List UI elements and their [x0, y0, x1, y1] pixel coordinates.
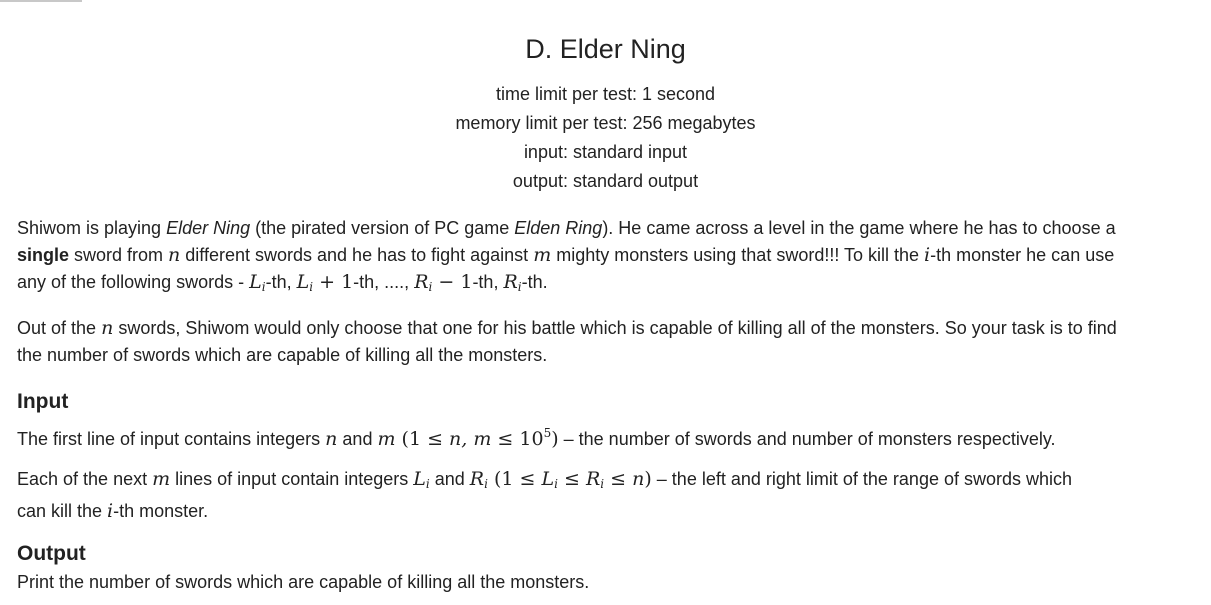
statement-paragraph-2: Out of the n swords, Shiwom would only choose that one for his battle which is capable of killing all of the monsters. So your task is to find the number of swords which are capable of killing all the monsters.: [17, 317, 1117, 365]
output-line-1: Print the number of swords which are capable of killing all the monsters.: [17, 572, 590, 592]
top-divider: [0, 0, 82, 2]
input-line-1: The first line of input contains integers n and m (1 ≤ n, $m \le 10^5$) – the number of swords and number of monsters respectively.: [17, 426, 1056, 450]
problem-title: D. Elder Ning: [525, 34, 686, 64]
time-limit: time limit per test: 1 second: [495, 84, 716, 104]
output-section-title: Output: [17, 542, 86, 565]
statement-paragraph-1: Shiwom is playing Elder Ning (the pirated version of PC game Elden Ring). He came across a level in the game where he has to choose a single sword from n different swords and he has to fight against m mighty monsters using that sword!!! To kill the i-th monster he can use any of the following swords - $L_i-th$, $L_i + 1-th$, ...., $R_i - 1-th$, $R_i-th$.: [17, 218, 1116, 294]
memory-limit: memory limit per test: 256 megabytes: [455, 113, 756, 133]
input-line-2: Each of the next m lines of input contain integers $L_i$ and $R_i$ $(1 \le L_i \le R_i \le n)$ – the left and right limit of the range of swords which can kill the i-th monster.: [17, 468, 1073, 522]
input-section-title: Input: [17, 390, 69, 413]
input-spec: input: standard input: [523, 142, 688, 162]
output-spec: output: standard output: [512, 171, 699, 191]
